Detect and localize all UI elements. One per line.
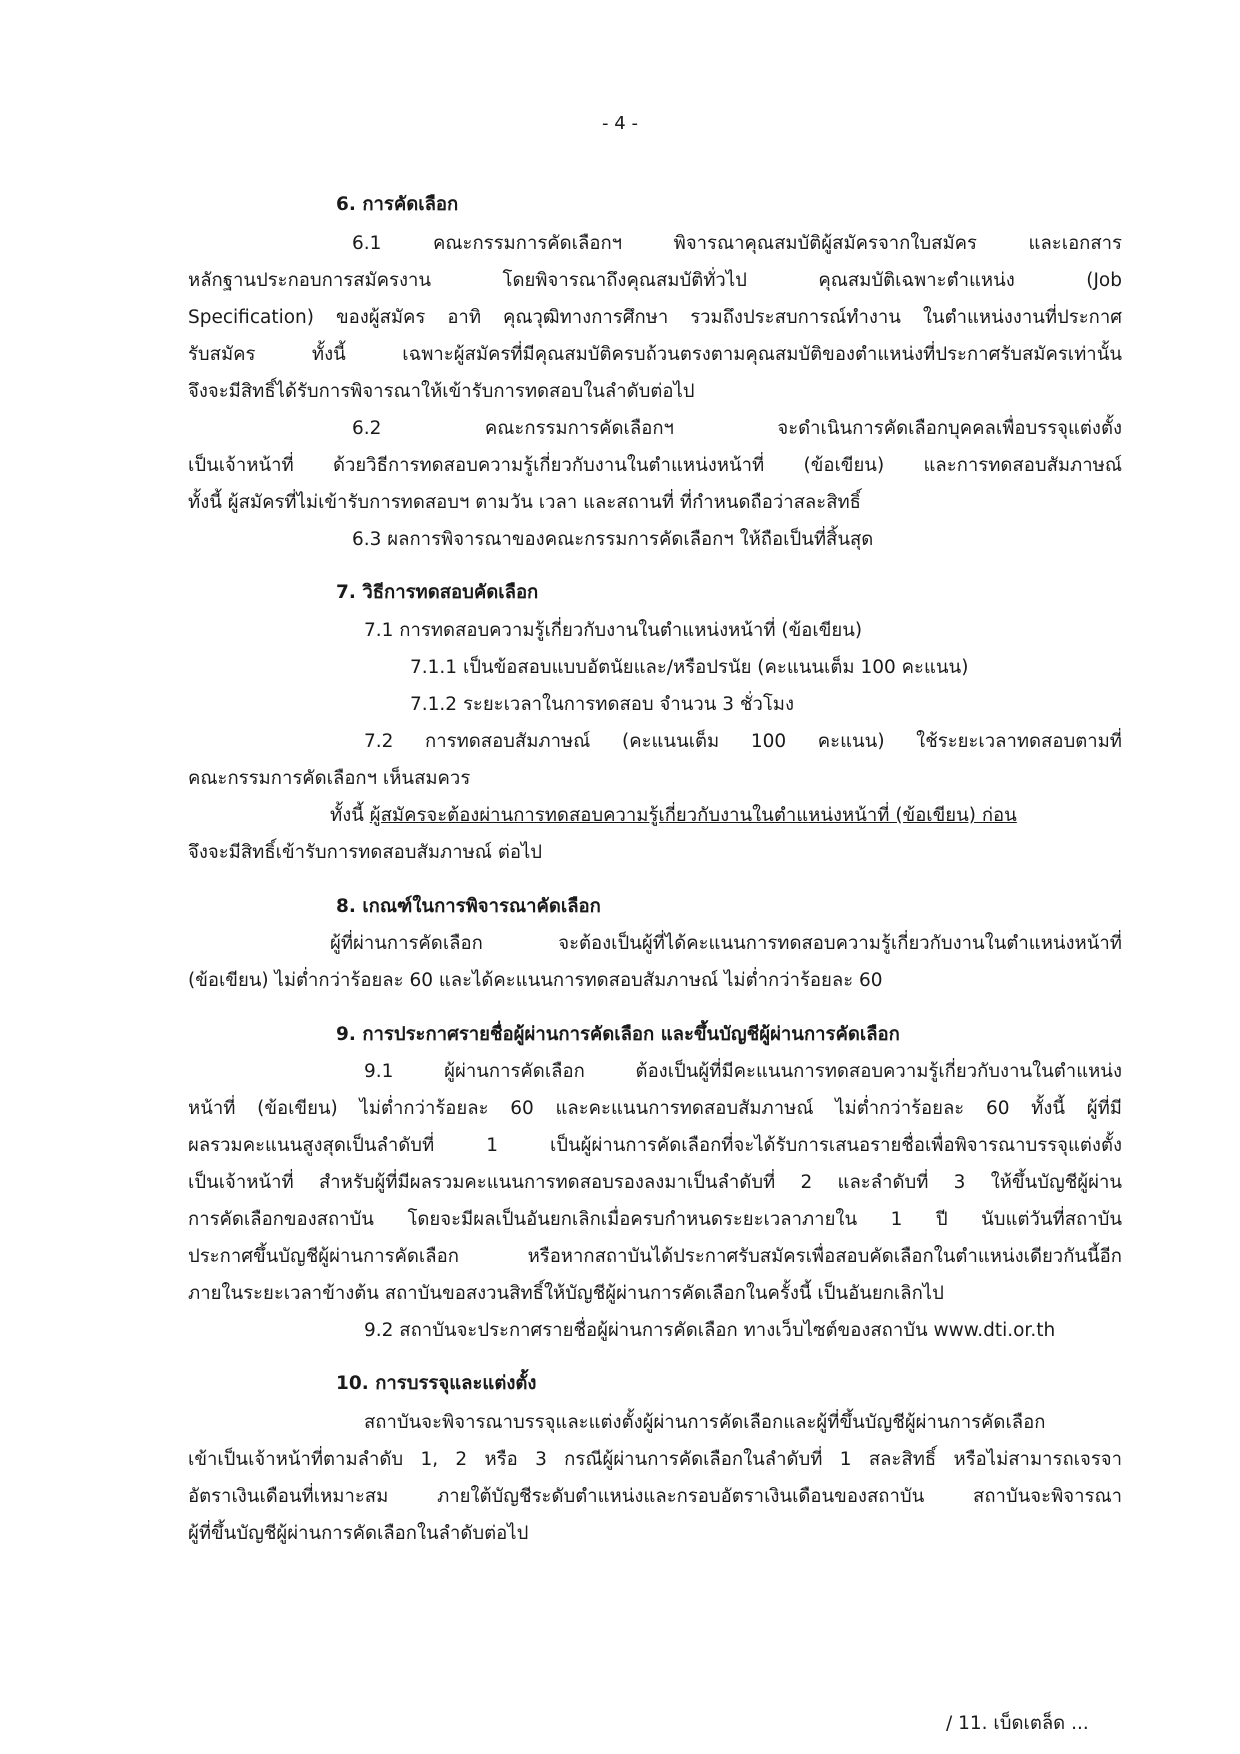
note-lead — [330, 802, 1017, 830]
section-7-heading: 7. วิธีการทดสอบคัดเลือก — [336, 582, 539, 603]
item-7-1-2: 7.1.2 ระยะเวลาในการทดสอบ จำนวน 3 ชั่วโมง — [410, 694, 795, 715]
para-9-1-line-1: 9.1 ผู้ผ่านการคัดเลือก ต้องเป็นผู้ที่มีคะแนนการทดสอบความรู้เกี่ยวกับงานในตำแหน่ง — [364, 1061, 1122, 1082]
item-7-1: 7.1 การทดสอบความรู้เกี่ยวกับงานในตำแหน่งหน้าที่ (ข้อเขียน) — [364, 620, 863, 641]
continuation-note: / 11. เบ็ดเตล็ด ... — [946, 1713, 1089, 1734]
para-9-2: 9.2 สถาบันจะประกาศรายชื่อผู้ผ่านการคัดเลือก ทางเว็บไซต์ของสถาบัน www.dti.or.th — [364, 1320, 1056, 1341]
para-9-1-line-3: ผลรวมคะแนนสูงสุดเป็นลำดับที่ 1 เป็นผู้ผ่านการคัดเลือกที่จะได้รับการเสนอรายชื่อเพื่อพิจารณาบรรจุแต่งตั้ง — [188, 1135, 1122, 1156]
item-7-2-line-1: 7.2 การทดสอบสัมภาษณ์ (คะแนนเต็ม 100 คะแนน) ใช้ระยะเวลาทดสอบตามที่ — [364, 731, 1122, 752]
section-8-heading: 8. เกณฑ์ในการพิจารณาคัดเลือก — [336, 896, 601, 917]
para-6-3: 6.3 ผลการพิจารณาของคณะกรรมการคัดเลือกฯ ให้ถือเป็นที่สิ้นสุด — [352, 529, 874, 550]
note-underlined: ผู้สมัครจะต้องผ่านการทดสอบความรู้เกี่ยวกับงานในตำแหน่งหน้าที่ (ข้อเขียน) ก่อน — [369, 805, 1017, 826]
para-8-line-2: (ข้อเขียน) ไม่ต่ำกว่าร้อยละ 60 และได้คะแนนการทดสอบสัมภาษณ์ ไม่ต่ำกว่าร้อยละ 60 — [188, 970, 883, 991]
para-9-1-line-6: ประกาศขึ้นบัญชีผู้ผ่านการคัดเลือก หรือหากสถาบันได้ประกาศรับสมัครเพื่อสอบคัดเลือกในตำแหน่งเดียวกันนี้อีก — [188, 1246, 1122, 1267]
para-6-1-line-4: รับสมัคร ทั้งนี้ เฉพาะผู้สมัครที่มีคุณสมบัติครบถ้วนตรงตามคุณสมบัติของตำแหน่งที่ประกาศรับสมัครเท่านั้น — [188, 344, 1122, 365]
para-10-line-4: ผู้ที่ขึ้นบัญชีผู้ผ่านการคัดเลือกในลำดับต่อไป — [188, 1523, 529, 1544]
para-6-1-line-2: หลักฐานประกอบการสมัครงาน โดยพิจารณาถึงคุณสมบัติทั่วไป คุณสมบัติเฉพาะตำแหน่ง (Job — [188, 270, 1122, 291]
para-6-1-line-1: 6.1 คณะกรรมการคัดเลือกฯ พิจารณาคุณสมบัติผู้สมัครจากใบสมัคร และเอกสาร — [352, 233, 1122, 254]
note-prefix: ทั้งนี้ — [330, 805, 364, 826]
item-7-1-1: 7.1.1 เป็นข้อสอบแบบอัตนัยและ/หรือปรนัย (คะแนนเต็ม 100 คะแนน) — [410, 657, 969, 678]
para-9-1-line-7: ภายในระยะเวลาข้างต้น สถาบันขอสงวนสิทธิ์ให้บัญชีผู้ผ่านการคัดเลือกในครั้งนี้ เป็นอันยกเลิกไป — [188, 1283, 944, 1304]
para-9-1-line-5: การคัดเลือกของสถาบัน โดยจะมีผลเป็นอันยกเลิกเมื่อครบกำหนดระยะเวลาภายใน 1 ปี นับแต่วันที่สถาบัน — [188, 1209, 1122, 1230]
section-9-heading: 9. การประกาศรายชื่อผู้ผ่านการคัดเลือก และขึ้นบัญชีผู้ผ่านการคัดเลือก — [336, 1024, 900, 1045]
para-10-line-1: สถาบันจะพิจารณาบรรจุและแต่งตั้งผู้ผ่านการคัดเลือกและผู้ที่ขึ้นบัญชีผู้ผ่านการคัดเลือก — [364, 1412, 1046, 1433]
para-6-2-line-2: เป็นเจ้าหน้าที่ ด้วยวิธีการทดสอบความรู้เกี่ยวกับงานในตำแหน่งหน้าที่ (ข้อเขียน) และการทดสอบสัมภาษณ์ — [188, 455, 1122, 476]
section-6-heading: 6. การคัดเลือก — [336, 194, 459, 215]
para-6-2-line-1: 6.2 คณะกรรมการคัดเลือกฯ จะดำเนินการคัดเลือกบุคคลเพื่อบรรจุแต่งตั้ง — [352, 418, 1122, 439]
note-line-2: จึงจะมีสิทธิ์เข้ารับการทดสอบสัมภาษณ์ ต่อไป — [188, 842, 543, 863]
para-10-line-2: เข้าเป็นเจ้าหน้าที่ตามลำดับ 1, 2 หรือ 3 กรณีผู้ผ่านการคัดเลือกในลำดับที่ 1 สละสิทธิ์ หรือไม่สามารถเจรจา — [188, 1449, 1122, 1470]
para-9-1-line-2: หน้าที่ (ข้อเขียน) ไม่ต่ำกว่าร้อยละ 60 และคะแนนการทดสอบสัมภาษณ์ ไม่ต่ำกว่าร้อยละ 60 ทั้งนี้ ผู้ที่มี — [188, 1098, 1122, 1119]
section-10-heading: 10. การบรรจุและแต่งตั้ง — [336, 1373, 537, 1394]
page-number: - 4 - — [602, 113, 638, 134]
para-6-1-line-3: Specification) ของผู้สมัคร อาทิ คุณวุฒิทางการศึกษา รวมถึงประสบการณ์ทำงาน ในตำแหน่งงานที่ประกาศ — [188, 307, 1122, 328]
para-6-2-line-3: ทั้งนี้ ผู้สมัครที่ไม่เข้ารับการทดสอบฯ ตามวัน เวลา และสถานที่ ที่กำหนดถือว่าสละสิทธิ์ — [188, 492, 861, 513]
para-6-1-line-5: จึงจะมีสิทธิ์ได้รับการพิจารณาให้เข้ารับการทดสอบในลำดับต่อไป — [188, 381, 695, 402]
para-9-1-line-4: เป็นเจ้าหน้าที่ สำหรับผู้ที่มีผลรวมคะแนนการทดสอบรองลงมาเป็นลำดับที่ 2 และลำดับที่ 3 ให้ขึ้นบัญชีผู้ผ่าน — [188, 1172, 1122, 1193]
para-8-line-1: ผู้ที่ผ่านการคัดเลือก จะต้องเป็นผู้ที่ได้คะแนนการทดสอบความรู้เกี่ยวกับงานในตำแหน่งหน้าที่ — [330, 933, 1122, 954]
item-7-2-line-2: คณะกรรมการคัดเลือกฯ เห็นสมควร — [188, 768, 471, 789]
para-10-line-3: อัตราเงินเดือนที่เหมาะสม ภายใต้บัญชีระดับตำแหน่งและกรอบอัตราเงินเดือนของสถาบัน สถาบันจะพิจารณา — [188, 1486, 1122, 1507]
